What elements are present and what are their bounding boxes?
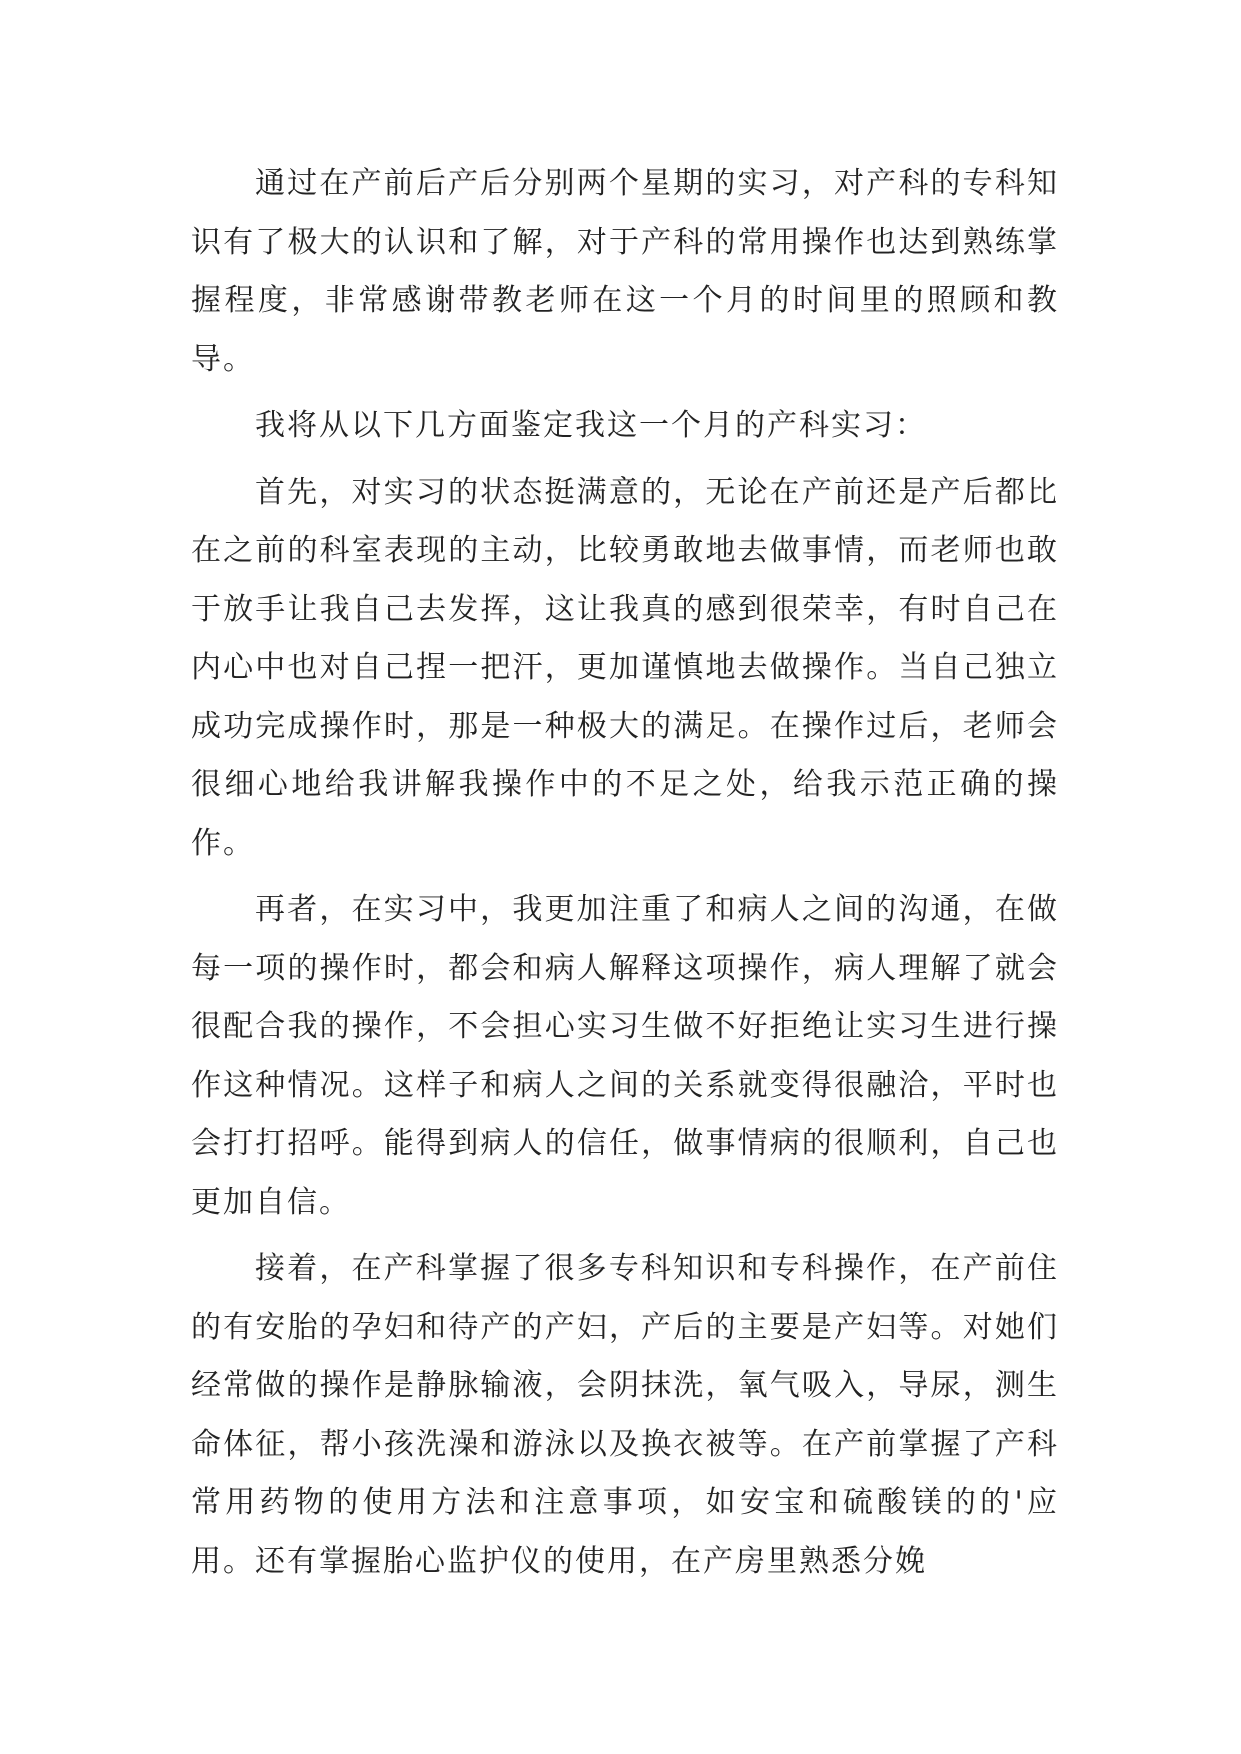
paragraph: 我将从以下几方面鉴定我这一个月的产科实习： [255, 408, 927, 443]
document-body [191, 155, 1059, 1591]
paragraph: 再者，在实习中，我更加注重了和病人之间的沟通，在做每一项的操作时，都会和病人解释这项操作，病人理解了就会很配合我的操作，不会担心实习生做不好拒绝让实习生进行操作这种情况。这样子和病人之间的关系就变得很融洽，平时也会打打招呼。能得到病人的信任，做事情病的很顺利，自己也更加自信。 [191, 892, 1059, 1220]
paragraph: 首先，对实习的状态挺满意的，无论在产前还是产后都比在之前的科室表现的主动，比较勇敢地去做事情，而老师也敢于放手让我自己去发挥，这让我真的感到很荣幸，有时自己在内心中也对自己捏一把汗，更加谨慎地去做操作。当自己独立成功完成操作时，那是一种极大的满足。在操作过后，老师会很细心地给我讲解我操作中的不足之处，给我示范正确的操作。 [191, 474, 1059, 861]
paragraph: 接着，在产科掌握了很多专科知识和专科操作，在产前住的有安胎的孕妇和待产的产妇，产后的主要是产妇等。对她们经常做的操作是静脉输液，会阴抹洗，氧气吸入，导尿，测生命体征，帮小孩洗澡和游泳以及换衣被等。在产前掌握了产科常用药物的使用方法和注意事项，如安宝和硫酸镁的的'应用。还有掌握胎心监护仪的使用，在产房里熟悉分娩 [191, 1251, 1059, 1579]
paragraph: 通过在产前后产后分别两个星期的实习，对产科的专科知识有了极大的认识和了解，对于产科的常用操作也达到熟练掌握程度，非常感谢带教老师在这一个月的时间里的照顾和教导。 [191, 166, 1059, 377]
